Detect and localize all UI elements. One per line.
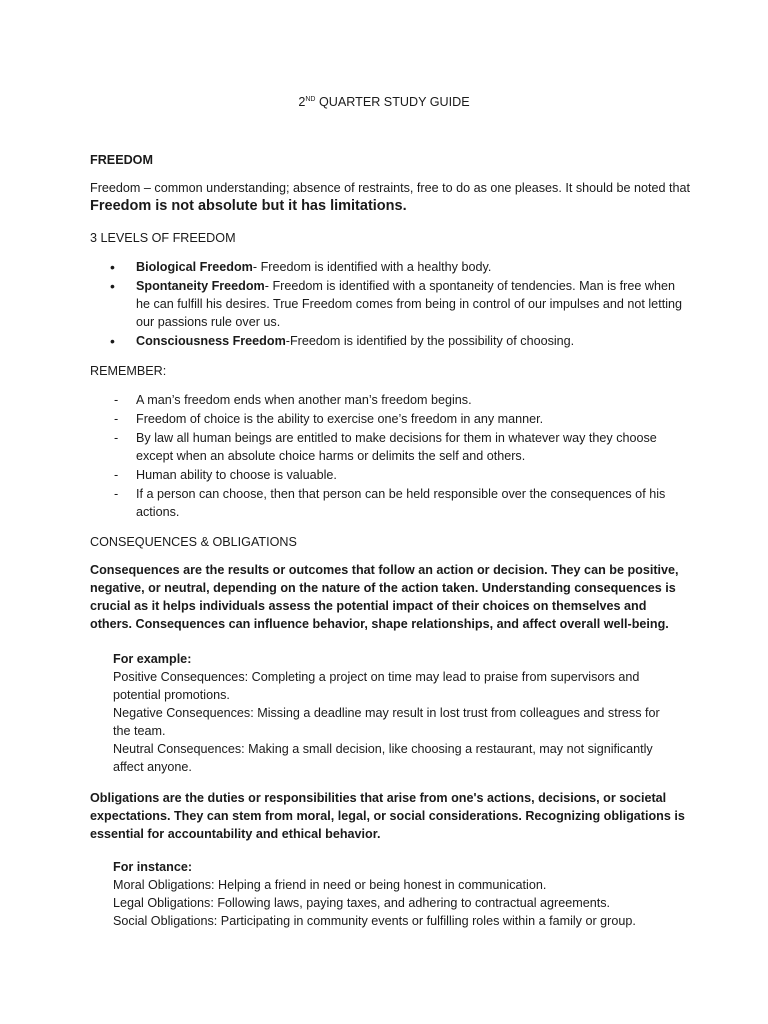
instance-block — [113, 858, 673, 930]
dash-icon: - — [114, 468, 119, 482]
levels-list — [90, 258, 690, 351]
level-text: -Freedom is identified by the possibility of choosing. — [285, 334, 575, 348]
dash-icon: - — [114, 487, 119, 501]
title-text: QUARTER STUDY GUIDE — [315, 95, 470, 109]
intro-emphasis: Freedom is not absolute but it has limitations. — [90, 198, 407, 214]
list-item — [90, 277, 690, 331]
example-block — [113, 650, 673, 776]
dash-icon: - — [114, 431, 119, 445]
obligations-paragraph: Obligations are the duties or responsibilities that arise from one's actions, decisions, or societal expectations. They can stem from moral, legal, or social considerations. Recognizing obligations is essential for accountability and ethical behavior. — [90, 791, 685, 841]
bullet-icon: • — [110, 259, 115, 275]
title-ordinal: ND — [305, 96, 316, 103]
list-item — [90, 258, 690, 276]
remember-list — [90, 391, 690, 522]
remember-text: If a person can choose, then that person can be held responsible over the consequences of his actions. — [136, 487, 666, 519]
example-label: For example: — [113, 652, 192, 666]
freedom-intro — [90, 179, 690, 215]
consequences-heading: CONSEQUENCES & OBLIGATIONS — [90, 535, 297, 549]
instance-item: Social Obligations: Participating in community events or fulfilling roles within a family or group. — [113, 914, 636, 928]
list-item — [90, 466, 690, 484]
list-item — [90, 429, 690, 465]
example-item: Negative Consequences: Missing a deadline may result in lost trust from colleagues and stress for the team. — [113, 706, 660, 738]
remember-heading: REMEMBER: — [90, 364, 167, 378]
level-term: Biological Freedom — [136, 260, 253, 274]
bullet-icon: • — [110, 278, 115, 294]
list-item — [90, 391, 690, 409]
freedom-heading: FREEDOM — [90, 153, 153, 167]
instance-item: Legal Obligations: Following laws, paying taxes, and adhering to contractual agreements. — [113, 896, 611, 910]
dash-icon: - — [114, 393, 119, 407]
page-title — [0, 93, 768, 111]
level-text: - Freedom is identified with a spontaneity of tendencies. Man is free when he can fulfill his desires. True Freedom comes from being in control of our impulses and not letting our passions rule over us. — [136, 279, 682, 329]
dash-icon: - — [114, 412, 119, 426]
remember-text: By law all human beings are entitled to make decisions for them in whatever way they choose except when an absolute choice harms or delimits the self and others. — [136, 431, 657, 463]
instance-item: Moral Obligations: Helping a friend in need or being honest in communication. — [113, 878, 547, 892]
remember-text: Human ability to choose is valuable. — [136, 468, 337, 482]
level-text: - Freedom is identified with a healthy body. — [252, 260, 492, 274]
level-term: Consciousness Freedom — [136, 334, 286, 348]
list-item — [90, 332, 690, 350]
example-item: Positive Consequences: Completing a project on time may lead to praise from supervisors and potential promotions. — [113, 670, 640, 702]
title-number: 2 — [298, 95, 306, 109]
list-item — [90, 410, 690, 428]
remember-text: A man’s freedom ends when another man’s freedom begins. — [136, 393, 472, 407]
example-item: Neutral Consequences: Making a small decision, like choosing a restaurant, may not significantly affect anyone. — [113, 742, 653, 774]
consequences-paragraph: Consequences are the results or outcomes that follow an action or decision. They can be positive, negative, or neutral, depending on the nature of the action taken. Understanding consequences is crucial as it helps individuals assess the potential impact of their choices on themselves and others. Consequences can influence behavior, shape relationships, and affect overall well-being. — [90, 563, 679, 631]
bullet-icon: • — [110, 333, 115, 349]
list-item — [90, 485, 690, 521]
remember-text: Freedom of choice is the ability to exercise one’s freedom in any manner. — [136, 412, 544, 426]
level-term: Spontaneity Freedom — [136, 279, 265, 293]
intro-text: Freedom – common understanding; absence of restraints, free to do as one pleases. It should be noted that — [90, 181, 690, 195]
levels-heading: 3 LEVELS OF FREEDOM — [90, 231, 236, 245]
instance-label: For instance: — [113, 860, 193, 874]
